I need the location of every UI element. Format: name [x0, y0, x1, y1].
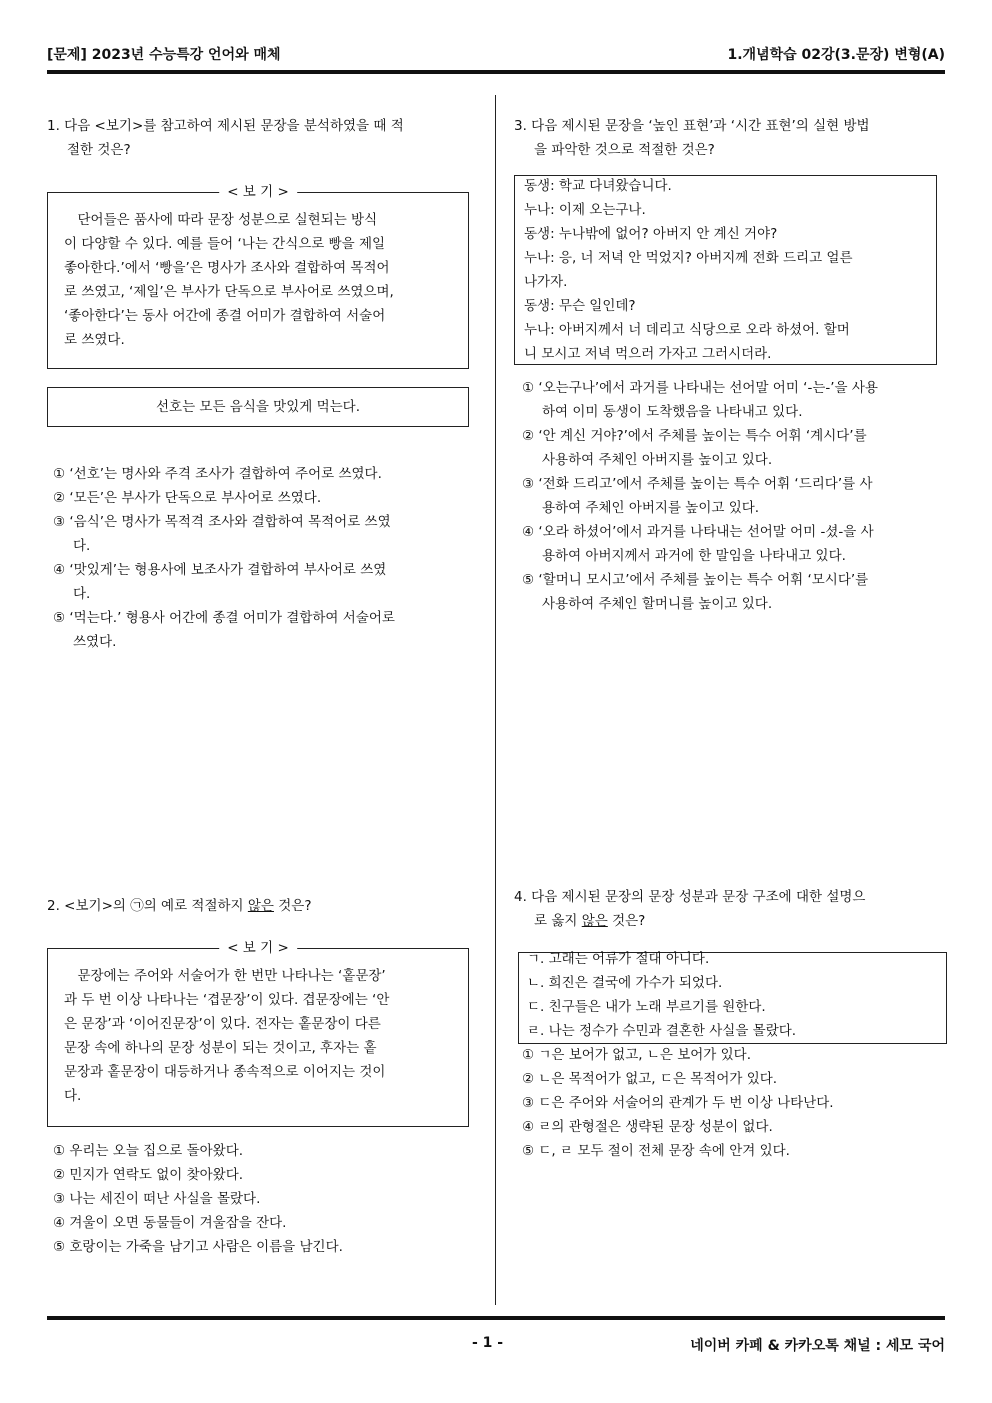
page-number: - 1 - — [472, 1335, 504, 1351]
footer-rule — [47, 1316, 945, 1320]
choice-line: ② ‘모든’은 부사가 단독으로 부사어로 쓰였다. — [53, 490, 322, 506]
text-line: ⑤ 호랑이는 가죽을 남기고 사람은 이름을 남긴다. — [53, 1239, 343, 1255]
q4-title-text: 로 옳지 — [534, 913, 582, 929]
q1-sentence: 선호는 모든 음식을 맛있게 먹는다. — [155, 399, 361, 415]
choice-line: 다. — [73, 586, 91, 602]
choice-line: ① ‘선호’는 명사와 주격 조사가 결합하여 주어로 쓰였다. — [53, 466, 382, 482]
text-line: ② ㄴ은 목적어가 없고, ㄷ은 목적어가 있다. — [522, 1071, 778, 1087]
choice-line: ⑤ ‘할머니 모시고’에서 주체를 높이는 특수 어휘 ‘모시다’를 — [522, 572, 869, 588]
q2-title-text-end: 것은? — [273, 898, 312, 914]
q1-choices — [53, 462, 395, 654]
choice-line: ② ‘안 계신 거야?’에서 주체를 높이는 특수 어휘 ‘계시다’를 — [522, 428, 867, 444]
choice-line: 사용하여 주체인 아버지를 높이고 있다. — [542, 452, 773, 468]
choice-line: ③ ‘전화 드리고’에서 주체를 높이는 특수 어휘 ‘드리다’를 사 — [522, 476, 873, 492]
q3-choices — [522, 376, 878, 616]
q4-title-line: 4. 다음 제시된 문장의 문장 성분과 문장 구조에 대한 설명으 — [514, 889, 866, 905]
text-line: ③ 나는 세진이 떠난 사실을 몰랐다. — [53, 1191, 261, 1207]
choice-line: 하여 이미 동생이 도착했음을 나타내고 있다. — [542, 404, 803, 420]
text-line: 문장과 홑문장이 대등하거나 종속적으로 이어지는 것이 — [64, 1064, 386, 1080]
q3-title-line: 3. 다음 제시된 문장을 ‘높인 표현’과 ‘시간 표현’의 실현 방법 — [514, 118, 870, 134]
q2-choices — [53, 1139, 343, 1259]
text-line: ㄷ. 친구들은 내가 노래 부르기를 원한다. — [527, 999, 766, 1015]
text-line: 누나: 응, 너 저녁 안 먹었지? 아버지께 전화 드리고 얼른 — [524, 250, 853, 266]
text-line: ㄹ. 나는 정수가 수민과 결혼한 사실을 몰랐다. — [527, 1023, 797, 1039]
q1-bogi-box — [47, 184, 469, 369]
text-line: 나가자. — [524, 274, 568, 290]
choice-line: ③ ‘음식’은 명사가 목적격 조사와 결합하여 목적어로 쓰였 — [53, 514, 391, 530]
q4-items — [527, 947, 796, 1043]
q3-title — [514, 114, 870, 162]
q2-title — [47, 894, 312, 918]
choice-line: ⑤ ‘먹는다.’ 형용사 어간에 종결 어미가 결합하여 서술어로 — [53, 610, 395, 626]
text-line: ⑤ ㄷ, ㄹ 모두 절이 전체 문장 속에 안겨 있다. — [522, 1143, 790, 1159]
choice-line: 용하여 주체인 아버지를 높이고 있다. — [542, 500, 760, 516]
text-line: ① ㄱ은 보어가 없고, ㄴ은 보어가 있다. — [522, 1047, 752, 1063]
answer-choice[interactable] — [53, 462, 395, 486]
text-line: 동생: 누나밖에 없어? 아버지 안 계신 거야? — [524, 226, 778, 242]
q2-title-text: 2. <보기>의 ㉠의 예로 적절하지 — [47, 898, 248, 914]
text-line: ① 우리는 오늘 집으로 돌아왔다. — [53, 1143, 244, 1159]
answer-choice[interactable] — [53, 606, 395, 654]
text-line: 단어들은 품사에 따라 문장 성분으로 실현되는 방식 — [64, 212, 378, 228]
answer-choice[interactable] — [53, 558, 395, 606]
q4-title-text-end: 것은? — [607, 913, 646, 929]
answer-choice[interactable] — [522, 520, 878, 568]
q1-bogi-text — [64, 208, 394, 352]
text-line: ‘좋아한다’는 동사 어간에 종결 어미가 결합하여 서술어 — [64, 308, 386, 324]
bogi-label: < 보 기 > — [219, 183, 297, 201]
text-line: 누나: 아버지께서 너 데리고 식당으로 오라 하셨어. 할머 — [524, 322, 850, 338]
answer-choice[interactable] — [53, 486, 395, 510]
text-line: ④ ㄹ의 관형절은 생략된 문장 성분이 없다. — [522, 1119, 773, 1135]
q4-title-underlined: 않은 — [581, 913, 608, 929]
q3-dialogue-box — [514, 175, 937, 365]
q2-bogi-box — [47, 940, 469, 1127]
text-line: ④ 겨울이 오면 동물들이 겨울잠을 잔다. — [53, 1215, 287, 1231]
choice-line: 다. — [73, 538, 91, 554]
choice-line: 쓰였다. — [73, 634, 117, 650]
q1-title-line: 절한 것은? — [67, 142, 131, 158]
header-section: 1.개념학습 02강(3.문장) 변형(A) — [727, 47, 945, 63]
q4-items-box — [518, 952, 947, 1044]
footer-credit: 네이버 카페 & 카카오톡 채널 : 세모 국어 — [690, 1338, 945, 1354]
text-line: 은 문장’과 ‘이어진문장’이 있다. 전자는 홑문장이 다른 — [64, 1016, 381, 1032]
text-line: 문장에는 주어와 서술어가 한 번만 나타나는 ‘홑문장’ — [64, 968, 386, 984]
text-line: 문장 속에 하나의 문장 성분이 되는 것이고, 후자는 홑 — [64, 1040, 377, 1056]
q4-choices — [522, 1043, 834, 1163]
text-line: ㄴ. 희진은 결국에 가수가 되었다. — [527, 975, 723, 991]
choice-line: 사용하여 주체인 할머니를 높이고 있다. — [542, 596, 773, 612]
choice-line: 용하여 아버지께서 과거에 한 말임을 나타내고 있다. — [542, 548, 846, 564]
answer-choice[interactable] — [522, 376, 878, 424]
text-line: 로 쓰였고, ‘제일’은 부사가 단독으로 부사어로 쓰였으며, — [64, 284, 394, 300]
answer-choice[interactable] — [522, 568, 878, 616]
column-divider — [495, 95, 496, 1305]
choice-line: ① ‘오는구나’에서 과거를 나타내는 선어말 어미 ‘-는-’을 사용 — [522, 380, 878, 396]
text-line: 누나: 이제 오는구나. — [524, 202, 646, 218]
text-line: 동생: 무슨 일인데? — [524, 298, 636, 314]
q3-title-line: 을 파악한 것으로 적절한 것은? — [534, 142, 715, 158]
text-line: ② 민지가 연락도 없이 찾아왔다. — [53, 1167, 244, 1183]
text-line: 이 다양할 수 있다. 예를 들어 ‘나는 간식으로 빵을 제일 — [64, 236, 386, 252]
q1-title — [47, 114, 404, 162]
text-line: 다. — [64, 1088, 82, 1104]
q3-dialogue — [524, 174, 853, 366]
text-line: ㄱ. 고래는 어류가 절대 아니다. — [527, 951, 710, 967]
text-line: 좋아한다.’에서 ‘빵을’은 명사가 조사와 결합하여 목적어 — [64, 260, 390, 276]
text-line: 과 두 번 이상 나타나는 ‘겹문장’이 있다. 겹문장에는 ‘안 — [64, 992, 390, 1008]
q4-title — [514, 885, 865, 933]
text-line: 동생: 학교 다녀왔습니다. — [524, 178, 672, 194]
bogi-label: < 보 기 > — [219, 939, 297, 957]
header-rule — [47, 70, 945, 74]
text-line: ③ ㄷ은 주어와 서술어의 관계가 두 번 이상 나타난다. — [522, 1095, 834, 1111]
choice-line: ④ ‘오라 하셨어’에서 과거를 나타내는 선어말 어미 -셨-을 사 — [522, 524, 874, 540]
answer-choice[interactable] — [522, 472, 878, 520]
choice-line: ④ ‘맛있게’는 형용사에 보조사가 결합하여 부사어로 쓰였 — [53, 562, 387, 578]
text-line: 로 쓰였다. — [64, 332, 125, 348]
q1-title-line: 1. 다음 <보기>를 참고하여 제시된 문장을 분석하였을 때 적 — [47, 118, 404, 134]
q2-title-underlined: 않은 — [247, 898, 274, 914]
answer-choice[interactable] — [53, 510, 395, 558]
q2-bogi-text — [64, 964, 389, 1108]
q1-sentence-box — [47, 387, 469, 427]
header-title: [문제] 2023년 수능특강 언어와 매체 — [47, 47, 281, 63]
text-line: 니 모시고 저녁 먹으러 가자고 그러시더라. — [524, 346, 772, 362]
answer-choice[interactable] — [522, 424, 878, 472]
